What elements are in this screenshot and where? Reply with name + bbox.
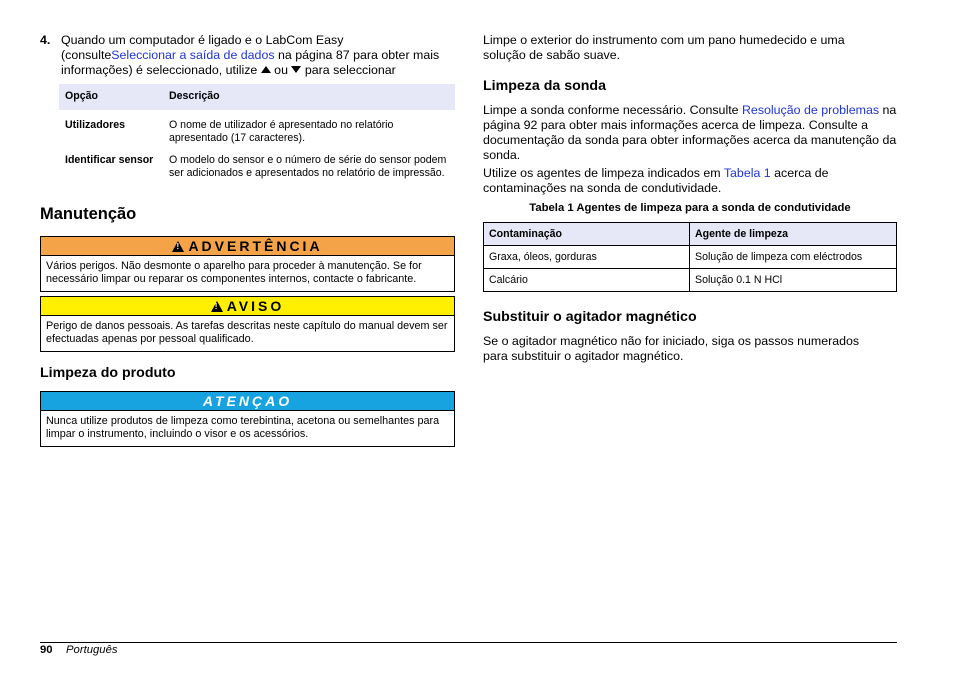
stirrer-text: Se o agitador magnético não for iniciado, siga os passos numerados para substituir o agitador magnético. — [483, 334, 860, 363]
page-footer — [40, 642, 897, 656]
link-tabela-1[interactable]: Tabela 1 — [723, 166, 771, 180]
attention-bar: ATENÇAO — [41, 392, 454, 411]
table-cell: Solução 0.1 N HCl — [690, 269, 897, 292]
warning-bar — [41, 237, 454, 256]
section-title-agitador: Substituir o agitador magnético — [483, 309, 697, 325]
step-text — [61, 33, 455, 78]
section-title-limpeza-sonda: Limpeza da sonda — [483, 78, 606, 94]
option-key: Identificar sensor — [65, 154, 154, 166]
cleaning-agents-table — [483, 222, 897, 292]
table-cell: Solução de limpeza com eléctrodos — [690, 246, 897, 269]
probe-cleaning-paragraph-1 — [483, 103, 897, 163]
caution-label: AVISO — [226, 298, 285, 314]
table-row — [59, 145, 455, 180]
probe-cleaning-paragraph-2 — [483, 166, 883, 196]
table-row — [484, 246, 897, 269]
warning-triangle-icon — [172, 241, 184, 252]
page-number: 90 — [40, 644, 53, 656]
step-text-d: para seleccionar — [301, 63, 396, 77]
table-row — [59, 110, 455, 145]
table-cell: Graxa, óleos, gorduras — [484, 246, 690, 269]
exterior-cleaning-text: Limpe o exterior do instrumento com um pano humedecido e uma solução de sabão suave. — [483, 33, 845, 62]
step-4 — [40, 33, 455, 78]
up-arrow-icon — [261, 66, 271, 73]
step-text-c: ou — [270, 63, 292, 77]
attention-box — [40, 391, 455, 447]
table-cell: Calcário — [484, 269, 690, 292]
section-title-manutencao: Manutenção — [40, 205, 137, 223]
section-title-limpeza-produto: Limpeza do produto — [40, 365, 176, 381]
warning-box — [40, 236, 455, 292]
step-text-b: na página 87 para obter mais informações) é seleccionado, utilize — [61, 48, 440, 77]
step-text-a: Quando um computador é ligado e o LabCom Easy (consulte — [61, 33, 344, 62]
caution-text: Perigo de danos pessoais. As tarefas descritas neste capítulo do manual devem ser efectuadas apenas por pessoal qualificado. — [46, 320, 448, 345]
link-resolucao-problemas[interactable]: Resolução de problemas — [741, 103, 880, 117]
agents-table-header — [484, 223, 897, 246]
options-table — [59, 84, 455, 180]
option-desc: O nome de utilizador é apresentado no relatório apresentado (17 caracteres). — [169, 119, 394, 144]
warning-text: Vários perigos. Não desmonte o aparelho para proceder à manutenção. Se for necessário limpar ou reparar os componentes internos, contacte o fabricante. — [46, 260, 422, 285]
header-descricao: Descrição — [163, 84, 455, 110]
link-seleccionar-saida[interactable]: Seleccionar a saída de dados — [111, 48, 275, 62]
option-desc: O modelo do sensor e o número de série do sensor podem ser adicionados e apresentados no relatório de impressão. — [169, 154, 447, 179]
warning-triangle-icon — [211, 301, 223, 312]
attention-text: Nunca utilize produtos de limpeza como terebintina, acetona ou semelhantes para limpar o instrumento, incluindo o visor e os acessórios. — [46, 415, 440, 440]
header-agente: Agente de limpeza — [690, 223, 897, 246]
caution-box — [40, 296, 455, 352]
probe-p1-a: Limpe a sonda conforme necessário. Consulte — [483, 103, 742, 117]
option-key: Utilizadores — [65, 119, 126, 131]
footer-language: Português — [66, 644, 118, 656]
probe-p1-b: na página 92 para obter mais informações acerca de limpeza. Consulte a documentação da sonda para obter informações acerca da manutenção da sonda. — [483, 103, 897, 162]
caution-bar — [41, 297, 454, 316]
down-arrow-icon — [291, 66, 301, 73]
header-contaminacao: Contaminação — [484, 223, 690, 246]
options-table-header — [59, 84, 455, 110]
warning-label: ADVERTÊNCIA — [188, 238, 323, 254]
probe-p2-a: Utilize os agentes de limpeza indicados em — [483, 166, 724, 180]
table-caption: Tabela 1 Agentes de limpeza para a sonda de condutividade — [529, 202, 851, 214]
table-row — [484, 269, 897, 292]
header-opcao: Opção — [59, 84, 163, 110]
probe-p2-b: acerca de contaminações na sonda de condutividade. — [483, 166, 829, 195]
step-number: 4. — [40, 33, 51, 47]
